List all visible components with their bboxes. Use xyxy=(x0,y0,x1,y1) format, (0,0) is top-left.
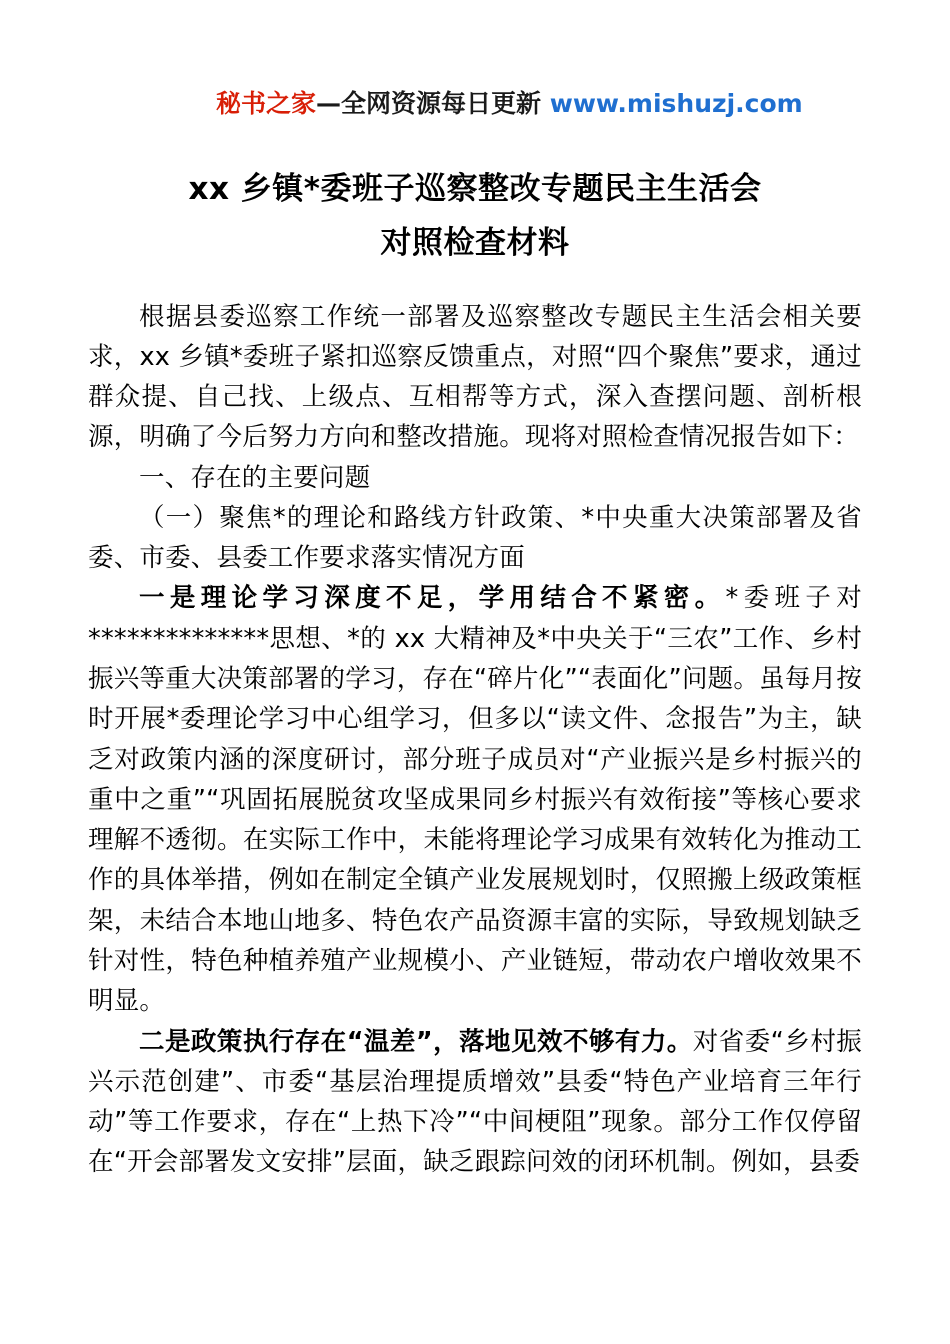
paragraph-point-two xyxy=(88,1022,862,1183)
point-one-body: *委班子对**************思想、*的 xx 大精神及*中央关于“三农”工作、乡村振兴等重大决策部署的学习，存在“碎片化”“表面化”问题。虽每月按时开展*委理论学习中心组学习，但多以“读文件、念报告”为主，缺乏对政策内涵的深度研讨，部分班子成员对“产业振兴是乡村振兴的重中之重”“巩固拓展脱贫攻坚成果同乡村振兴有效衔接”等核心要求理解不透彻。在实际工作中，未能将理论学习成果有效转化为推动工作的具体举措，例如在制定全镇产业发展规划时，仅照搬上级政策框架，未结合本地山地多、特色农产品资源丰富的实际，导致规划缺乏针对性，特色种植养殖产业规模小、产业链短，带动农户增收效果不明显。 xyxy=(88,583,862,1017)
document-body xyxy=(88,297,862,1183)
site-url-link[interactable]: www.mishuzj.com xyxy=(549,89,803,118)
point-two-body: 对省委“乡村振兴示范创建”、市委“基层治理提质增效”县委“特色产业培育三年行动”等工作要求，存在“上热下冷”“中间梗阻”现象。部分工作仅停留在“开会部署发文安排”层面，缺乏跟踪问效的闭环机制。例如，县委 xyxy=(88,1026,862,1178)
site-brand-name: 秘书之家 xyxy=(216,89,317,118)
paragraph-point-one xyxy=(88,578,862,1021)
section-heading-one: 一、存在的主要问题 xyxy=(139,462,371,493)
site-watermark-banner xyxy=(88,84,862,120)
page-title xyxy=(88,162,862,271)
paragraph-intro: 根据县委巡察工作统一部署及巡察整改专题民主生活会相关要求，xx 乡镇*委班子紧扣巡察反馈重点，对照“四个聚焦”要求，通过群众提、自己找、上级点、互相帮等方式，深入查摆问题、剖析根源，明确了今后努力方向和整改措施。现将对照检查情况报告如下： xyxy=(88,301,862,453)
page-title-line-1: xx 乡镇*委班子巡察整改专题民主生活会 xyxy=(188,171,762,207)
point-two-lead: 二是政策执行存在“温差”，落地见效不够有力。 xyxy=(139,1026,693,1057)
page-title-line-2: 对照检查材料 xyxy=(380,225,570,262)
subsection-heading-one: （一）聚焦*的理论和路线方针政策、*中央重大决策部署及省委、市委、县委工作要求落实情况方面 xyxy=(88,502,862,574)
point-one-lead: 一是理论学习深度不足，学用结合不紧密。 xyxy=(139,583,726,614)
site-tagline: —全网资源每日更新 xyxy=(316,89,550,118)
